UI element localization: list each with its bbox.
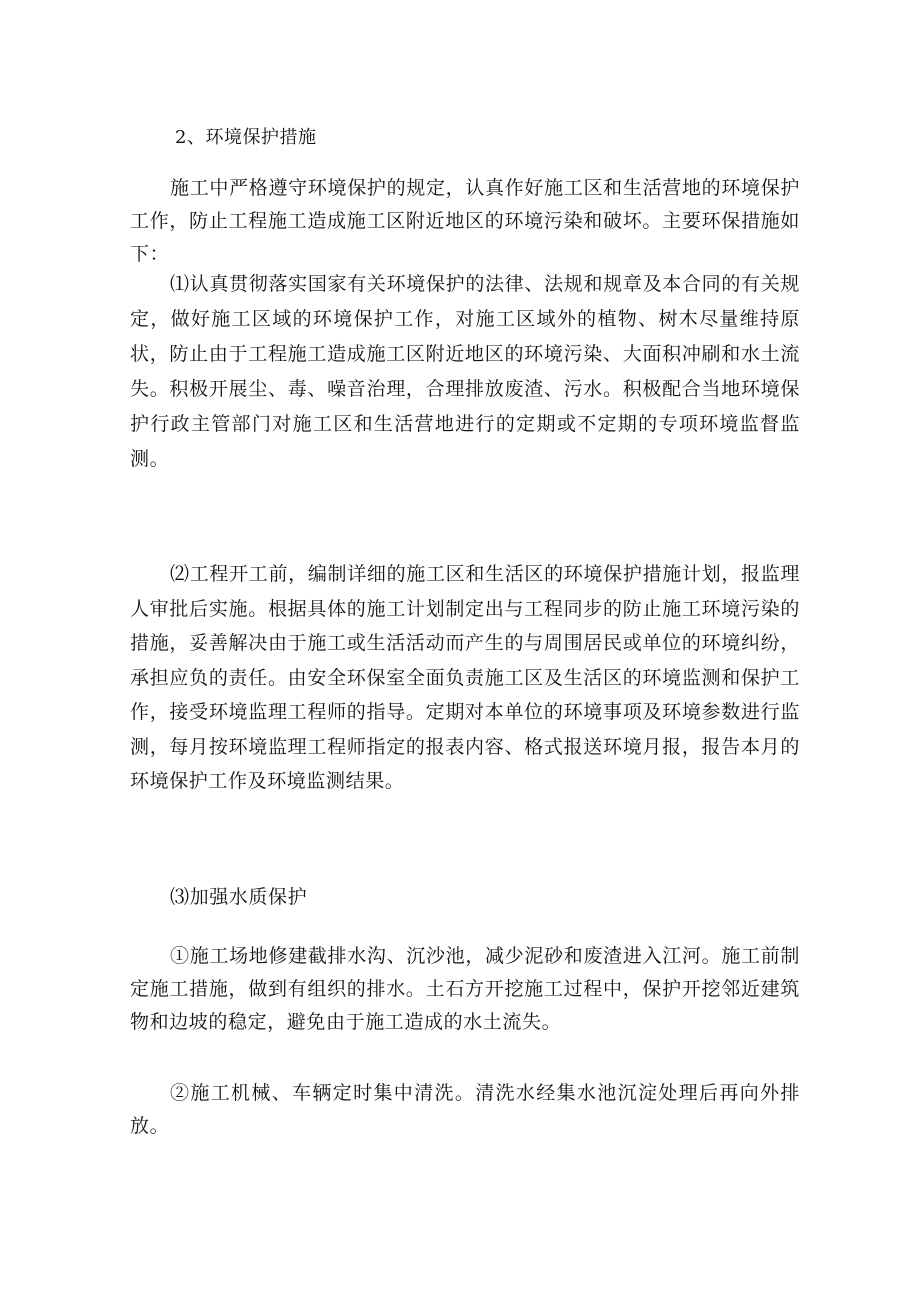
water-quality-item-1: ①施工场地修建截排水沟、沉沙池，减少泥砂和废渣进入江河。施工前制定施工措施，做到有组织的排水。土石方开挖施工过程中，保护开挖邻近建筑物和边坡的稳定，避免由于施工造成的水土流失。 — [130, 945, 800, 1033]
measure-1-paragraph: ⑴认真贯彻落实国家有关环境保护的法律、法规和规章及本合同的有关规定，做好施工区域的环境保护工作，对施工区域外的植物、树木尽量维持原状，防止由于工程施工造成施工区附近地区的环境污染、大面积冲刷和水土流失。积极开展尘、毒、噪音治理，合理排放废渣、污水。积极配合当地环境保护行政主管部门对施工区和生活营地进行的定期或不定期的专项环境监督监测。 — [130, 273, 800, 470]
section-heading: 2、环境保护措施 — [175, 127, 317, 148]
measure-2-paragraph: ⑵工程开工前，编制详细的施工区和生活区的环境保护措施计划，报监理人审批后实施。根据具体的施工计划制定出与工程同步的防止施工环境污染的措施，妥善解决由于施工或生活活动而产生的与周围居民或单位的环境纠纷，承担应负的责任。由安全环保室全面负责施工区及生活区的环境监测和保护工作，接受环境监理工程师的指导。定期对本单位的环境事项及环境参数进行监测，每月按环境监理工程师指定的报表内容、格式报送环境月报，报告本月的环境保护工作及环境监测结果。 — [130, 563, 800, 792]
intro-paragraph: 施工中严格遵守环境保护的规定，认真作好施工区和生活营地的环境保护工作，防止工程施工造成施工区附近地区的环境污染和破坏。主要环保措施如下： — [130, 177, 800, 265]
measure-3-heading: ⑶加强水质保护 — [170, 886, 308, 908]
water-quality-item-2: ②施工机械、车辆定时集中清洗。清洗水经集水池沉淀处理后再向外排放。 — [130, 1082, 800, 1137]
